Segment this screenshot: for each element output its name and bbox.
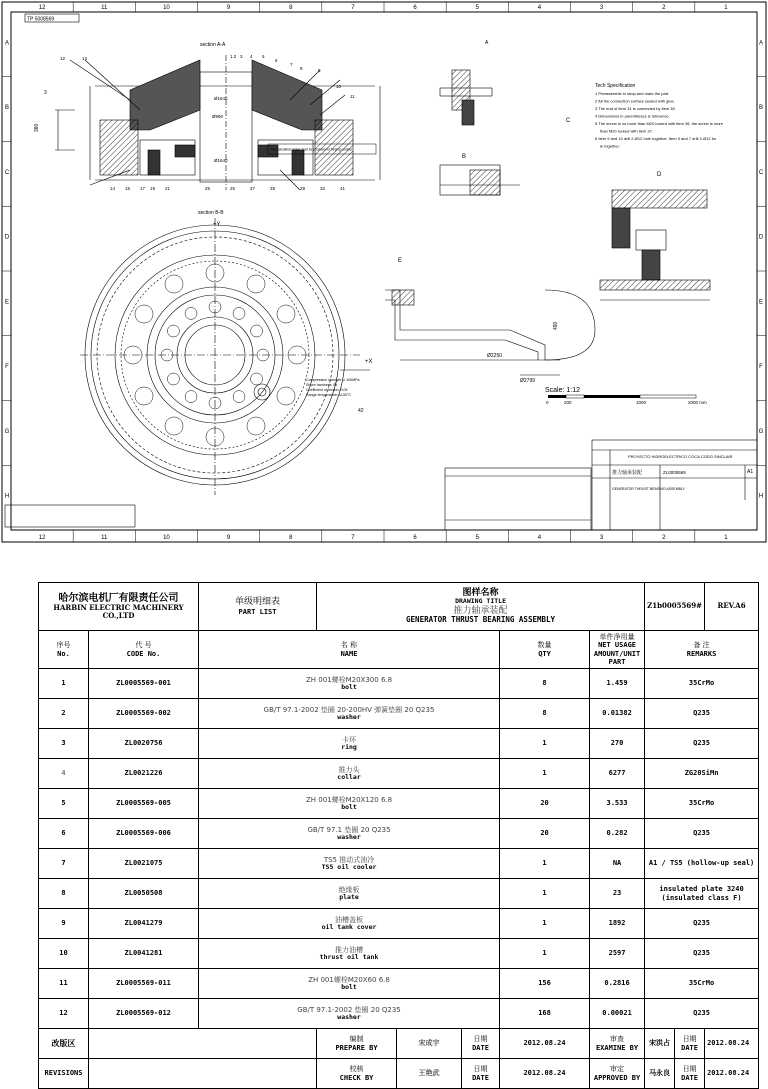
date-value-3: 2012.08.24: [705, 1029, 759, 1059]
grid-col-5: 5: [475, 5, 479, 11]
grid-col-7: 7: [351, 535, 355, 541]
callout-13: 13: [82, 56, 88, 61]
grid-col-10: 10: [163, 535, 170, 541]
grid-col-12: 12: [38, 5, 46, 11]
part-name: [199, 789, 500, 819]
part-usage: 0.00021: [590, 999, 645, 1029]
part-no: 11: [39, 969, 89, 999]
grid-row-E: E: [4, 299, 10, 306]
grid-col-7: 7: [351, 5, 355, 11]
part-name: [199, 699, 500, 729]
part-no: 1: [39, 669, 89, 699]
detail-d-label: D: [657, 172, 662, 178]
drawing-title-en: DRAWING TITLE: [455, 597, 506, 606]
detail-a-label: A: [485, 40, 489, 46]
scale-tick-0: 0: [546, 400, 549, 405]
grid-col-5: 5: [475, 535, 479, 541]
grid-col-2: 2: [662, 5, 666, 11]
part-no: 9: [39, 909, 89, 939]
part-qty: 1: [500, 759, 590, 789]
callout-6: 6: [275, 58, 278, 63]
callout-26: 26: [230, 186, 236, 191]
revision: REV.A6: [717, 601, 746, 611]
callout-8: 8: [300, 66, 303, 71]
part-code: ZL0005569-001: [89, 669, 199, 699]
date-value-2: 2012.08.24: [500, 1059, 590, 1089]
part-row: [39, 759, 759, 789]
tech-note-5: 5 The screw is no more than M20 locked with item 36, the screw is more: [595, 121, 723, 126]
header-row: [39, 583, 759, 631]
part-no: 3: [39, 729, 89, 759]
scale-tick-2000: 2000 mm: [688, 400, 707, 405]
grid-row-F: F: [5, 364, 9, 371]
callout-32: 32: [320, 186, 326, 191]
part-no: 10: [39, 939, 89, 969]
part-name-cn: 绝缘板: [338, 885, 360, 894]
part-name: [199, 969, 500, 999]
grid-col-8: 8: [289, 535, 293, 541]
grid-row-G: G: [4, 428, 10, 435]
part-code: ZL0005569-012: [89, 999, 199, 1029]
callout-3: 3: [240, 54, 243, 59]
part-name-cn: 油槽盖板: [335, 915, 364, 924]
part-qty: 1: [500, 849, 590, 879]
prepare-label: 编制 PREPARE BY: [317, 1029, 397, 1059]
company-cell: [39, 583, 199, 631]
callout-11: 11: [350, 94, 355, 99]
footer-row-2: [39, 1059, 759, 1089]
callout-25: 25: [205, 186, 211, 191]
section-a-label: section A-A: [200, 42, 226, 48]
grid-col-9: 9: [226, 535, 231, 541]
callout-41: 41: [340, 186, 346, 191]
callout-4: 4: [250, 54, 253, 59]
part-name-en: ring: [341, 742, 357, 751]
part-qty: 1: [500, 879, 590, 909]
check-name: 王艳武: [397, 1059, 462, 1089]
part-name: [199, 909, 500, 939]
approve-name: 马永良: [645, 1059, 675, 1089]
revision-blank-1: [89, 1029, 317, 1059]
examine-name: 宋洪占: [645, 1029, 675, 1059]
title-cn: 推力轴承装配: [453, 605, 508, 616]
revisions-en: REVISIONS: [39, 1059, 89, 1089]
tech-note-4: 4 Dimensions in parentheses is reference.: [595, 113, 670, 119]
grid-col-11: 11: [101, 535, 108, 541]
part-list-table: [38, 582, 759, 1089]
part-code: ZL0005569-002: [89, 699, 199, 729]
part-code: ZL0005569-006: [89, 819, 199, 849]
drawing-title-cell: [317, 583, 645, 631]
section-b-label: section B-B: [198, 210, 224, 216]
part-qty: 8: [500, 669, 590, 699]
dim-pipe-diameter-2: Ø2799: [520, 378, 536, 384]
tech-note-3: 3 The end of item 31 is connected by item 35.: [595, 106, 676, 111]
date-label-4: 日期 DATE: [675, 1059, 705, 1089]
part-remark: Q235: [645, 909, 759, 939]
part-usage: 1892: [590, 909, 645, 939]
scale-bar: [548, 395, 696, 398]
revision-cell: [705, 583, 759, 631]
header-usage: 单件净用量 NET USAGE AMOUNT/UNIT PART: [590, 631, 645, 669]
part-qty: 168: [500, 999, 590, 1029]
grid-row-A: A: [758, 40, 764, 47]
part-remark: Q235: [645, 699, 759, 729]
title-block-name-cn: 推力轴承装配: [612, 470, 643, 476]
drawing-title-cn: 图样名称: [462, 588, 499, 599]
tech-note-2: 2 All the connection surface sealed with glue.: [595, 98, 675, 104]
part-no: 12: [39, 999, 89, 1029]
part-name-cn: TS5 推动式油冷: [323, 855, 375, 864]
callout-17: 17: [140, 186, 146, 191]
part-qty: 20: [500, 819, 590, 849]
tech-note-5-cont: than M20 locked with item 37.: [600, 128, 653, 134]
detail-c-label: C: [566, 118, 571, 124]
part-name-en: TS5 oil cooler: [321, 862, 377, 871]
corner-label: TP 5008569: [27, 16, 55, 23]
part-no: 2: [39, 699, 89, 729]
part-row: [39, 999, 759, 1029]
approve-label: 审定 APPROVED BY: [590, 1059, 645, 1089]
part-qty: 1: [500, 729, 590, 759]
grid-col-2: 2: [662, 535, 666, 541]
grid-col-1: 1: [724, 535, 728, 541]
part-name-en: bolt: [341, 682, 357, 691]
column-header-row: [39, 631, 759, 669]
part-usage: 0.2816: [590, 969, 645, 999]
part-usage: 1.459: [590, 669, 645, 699]
grid-row-A: A: [4, 40, 10, 47]
grid-row-G: G: [758, 428, 764, 435]
part-row: [39, 819, 759, 849]
grid-col-8: 8: [289, 5, 293, 11]
callout-27: 27: [250, 186, 256, 191]
material-note-1: Compression strength: ≥ 100MPa: [306, 378, 360, 382]
part-name-en: oil tank cover: [321, 922, 377, 931]
drawing-number-cell: [645, 583, 705, 631]
callout-14: 14: [110, 186, 116, 191]
part-code: ZL0041281: [89, 939, 199, 969]
date-label-1: 日期 DATE: [462, 1029, 500, 1059]
grid-row-E: E: [758, 299, 764, 306]
header-name: 名 称 NAME: [199, 631, 500, 669]
dim-diameter-1: Ø1840: [214, 96, 228, 101]
part-name: [199, 999, 500, 1029]
revisions-cn: 改版区: [39, 1029, 89, 1059]
callout-29: 29: [300, 186, 306, 191]
part-remark: A1 / TS5 (hollow-up seal): [645, 849, 759, 879]
part-usage: 23: [590, 879, 645, 909]
part-name-cn: ZH 001螺栓M20X120 6.8: [305, 795, 393, 804]
footer-row-1: [39, 1029, 759, 1059]
part-name: [199, 849, 500, 879]
part-row: [39, 879, 759, 909]
part-name: [199, 939, 500, 969]
part-row: [39, 939, 759, 969]
header-qty-cell: 数量 QTY: [500, 631, 590, 669]
part-name-en: washer: [337, 832, 361, 841]
part-name: [199, 759, 500, 789]
part-usage: NA: [590, 849, 645, 879]
part-code: ZL0021075: [89, 849, 199, 879]
material-note-3: Coefficient of friction: 0.05: [306, 388, 348, 392]
header-no: 序号 No.: [39, 631, 89, 669]
part-usage: 0.01382: [590, 699, 645, 729]
part-row: [39, 909, 759, 939]
grid-col-4: 4: [537, 5, 542, 11]
grid-row-H: H: [758, 493, 764, 500]
tech-spec-title: Tech Specification: [595, 83, 636, 89]
tech-note-6-cont: le together.: [600, 143, 620, 149]
part-no: 5: [39, 789, 89, 819]
part-no: 7: [39, 849, 89, 879]
dim-left-a: 3: [44, 90, 47, 96]
part-name-cn: 卡环: [342, 735, 357, 744]
part-remark: Q235: [645, 939, 759, 969]
grid-row-C: C: [4, 169, 10, 176]
grid-col-3: 3: [599, 5, 604, 11]
detail-e-label: E: [398, 258, 403, 264]
part-name-cn: 推力头: [338, 765, 360, 774]
part-no: 8: [39, 879, 89, 909]
part-name-en: plate: [339, 892, 359, 901]
part-row: [39, 699, 759, 729]
part-name-en: washer: [337, 712, 361, 721]
part-remark: insulated plate 3240 (insulated class F): [645, 879, 759, 909]
callout-12: 12: [60, 56, 66, 61]
part-row: [39, 669, 759, 699]
dim-vertical-a: 380: [34, 123, 40, 132]
part-row: [39, 849, 759, 879]
grid-row-B: B: [4, 105, 10, 112]
part-remark: Q235: [645, 999, 759, 1029]
title-block-name-en: GENERATOR THRUST BEARING ASSEMBLY: [612, 487, 685, 491]
part-code: ZL0050508: [89, 879, 199, 909]
callout-15: 15: [125, 186, 131, 191]
grid-col-4: 4: [537, 535, 542, 541]
grid-col-9: 9: [226, 5, 231, 11]
grid-col-6: 6: [413, 5, 417, 11]
part-qty: 8: [500, 699, 590, 729]
part-remark: 35CrMo: [645, 669, 759, 699]
dim-pipe-height: 490: [553, 321, 559, 330]
grid-row-D: D: [4, 234, 10, 241]
title-en: GENERATOR THRUST BEARING ASSEMBLY: [406, 615, 556, 625]
part-name: [199, 729, 500, 759]
part-name: [199, 879, 500, 909]
drawing-number: Z1b0005569#: [647, 601, 702, 611]
revision-blank-2: [89, 1059, 317, 1089]
grid-col-6: 6: [413, 535, 417, 541]
part-name: [199, 669, 500, 699]
part-usage: 3.533: [590, 789, 645, 819]
scale-text: Scale: 1:12: [545, 387, 581, 394]
part-row: [39, 729, 759, 759]
part-usage: 6277: [590, 759, 645, 789]
grid-row-D: D: [758, 234, 764, 241]
prepare-name: 宋成宇: [397, 1029, 462, 1059]
callout-5: 5: [262, 54, 265, 59]
part-qty: 1: [500, 909, 590, 939]
detail-b-label: B: [462, 154, 467, 160]
part-row: [39, 969, 759, 999]
callout-9: 9: [318, 68, 321, 73]
part-name-en: washer: [337, 1012, 361, 1021]
grid-col-10: 10: [163, 5, 170, 11]
company-name-en: HARBIN ELECTRIC MACHINERY CO.,LTD: [53, 603, 184, 621]
part-remark: Q235: [645, 729, 759, 759]
axis-y-label: +Y: [213, 222, 221, 228]
dim-pipe-diameter: Ø2250: [487, 353, 503, 359]
part-no: 6: [39, 819, 89, 849]
part-rows: [39, 669, 759, 1029]
part-remark: ZG20SiMn: [645, 759, 759, 789]
part-usage: 270: [590, 729, 645, 759]
tech-note-1: 1 Preassemble in shop and mark the part.: [595, 91, 670, 96]
part-usage: 2597: [590, 939, 645, 969]
part-code: ZL0020756: [89, 729, 199, 759]
part-name-en: bolt: [341, 982, 357, 991]
title-block-number: ZL0005569: [663, 470, 686, 475]
header-code: 代 号 CODE No.: [89, 631, 199, 669]
part-name: [199, 819, 500, 849]
part-code: ZL0021226: [89, 759, 199, 789]
dim-diameter-2: Ø990: [212, 114, 224, 119]
part-list-cn: 单级明细表: [235, 597, 281, 608]
part-name-en: collar: [337, 772, 361, 781]
date-value-1: 2012.08.24: [500, 1029, 590, 1059]
part-name-en: thrust oil tank: [319, 952, 379, 961]
scale-tick-1000: 1000: [636, 400, 647, 405]
part-usage: 0.282: [590, 819, 645, 849]
header-remarks: 备 注 REMARKS: [645, 631, 759, 669]
part-no: 4: [39, 759, 89, 789]
grid-col-12: 12: [38, 535, 46, 541]
part-code: ZL0005569-005: [89, 789, 199, 819]
callout-19: 19: [150, 186, 156, 191]
callout-28: 28: [270, 186, 276, 191]
title-block-sheet: A1: [747, 469, 754, 475]
grid-col-1: 1: [724, 5, 728, 11]
dim-diameter-3: Ø1640: [214, 158, 228, 163]
grid-row-B: B: [758, 105, 764, 112]
examine-label: 审查 EXAMINE BY: [590, 1029, 645, 1059]
part-name-cn: GB/T 97.1-2002 垫圈 20-200HV 弹簧垫圈 20 Q235: [263, 705, 435, 714]
note-box-text: The calculation sheet must be provided for forging contour: [270, 147, 353, 152]
grid-col-3: 3: [599, 535, 604, 541]
callout-21: 21: [165, 186, 171, 191]
part-qty: 20: [500, 789, 590, 819]
title-block-project: PROYECTO HIDROELECTRICO COCA CODO SINCLAIR: [628, 454, 733, 459]
part-name-cn: 推力油槽: [335, 945, 364, 954]
date-label-2: 日期 DATE: [462, 1059, 500, 1089]
part-name-cn: ZH 001螺栓M20X300 6.8: [305, 675, 393, 684]
part-list-en: PART LIST: [238, 607, 277, 616]
grid-row-C: C: [758, 169, 764, 176]
tech-note-6: 6 Item 9 and 10 drill 2-Ø12 hole together. Item 9 and 7 drill 2-Ø12 ho: [595, 136, 717, 141]
part-name-en: bolt: [341, 802, 357, 811]
material-note-2: Shore hardness: 85: [306, 383, 338, 387]
part-name-cn: GB/T 97.1 垫圈 20 Q235: [307, 825, 391, 834]
part-code: ZL0005569-011: [89, 969, 199, 999]
part-row: [39, 789, 759, 819]
axis-x-label: +X: [365, 359, 373, 365]
grid-row-F: F: [759, 364, 763, 371]
part-list-sheet: [38, 582, 758, 1082]
part-list-title-cell: [199, 583, 317, 631]
part-code: ZL0041279: [89, 909, 199, 939]
part-remark: 35CrMo: [645, 789, 759, 819]
part-remark: 35CrMo: [645, 969, 759, 999]
scale-tick-200: 200: [564, 400, 572, 405]
material-note-4: Range temperature: ≤130°C: [306, 393, 351, 397]
part-name-cn: ZH 001螺栓M20X60 6.8: [308, 975, 390, 984]
company-name-cn: 哈尔滨电机厂有限责任公司: [58, 592, 179, 604]
grid-row-H: H: [4, 493, 10, 500]
grid-col-11: 11: [101, 5, 108, 11]
part-remark: Q235: [645, 819, 759, 849]
check-label: 校核 CHECK BY: [317, 1059, 397, 1089]
callout-7: 7: [290, 62, 293, 67]
part-qty: 156: [500, 969, 590, 999]
part-name-cn: GB/T 97.1-2002 垫圈 20 Q235: [297, 1005, 401, 1014]
part-qty: 1: [500, 939, 590, 969]
date-label-3: 日期 DATE: [675, 1029, 705, 1059]
callout-10: 10: [336, 84, 342, 89]
callout-42: 42: [358, 408, 364, 414]
callout-1.2: 1.2: [230, 54, 237, 59]
date-value-4: 2012.08.24: [705, 1059, 759, 1089]
